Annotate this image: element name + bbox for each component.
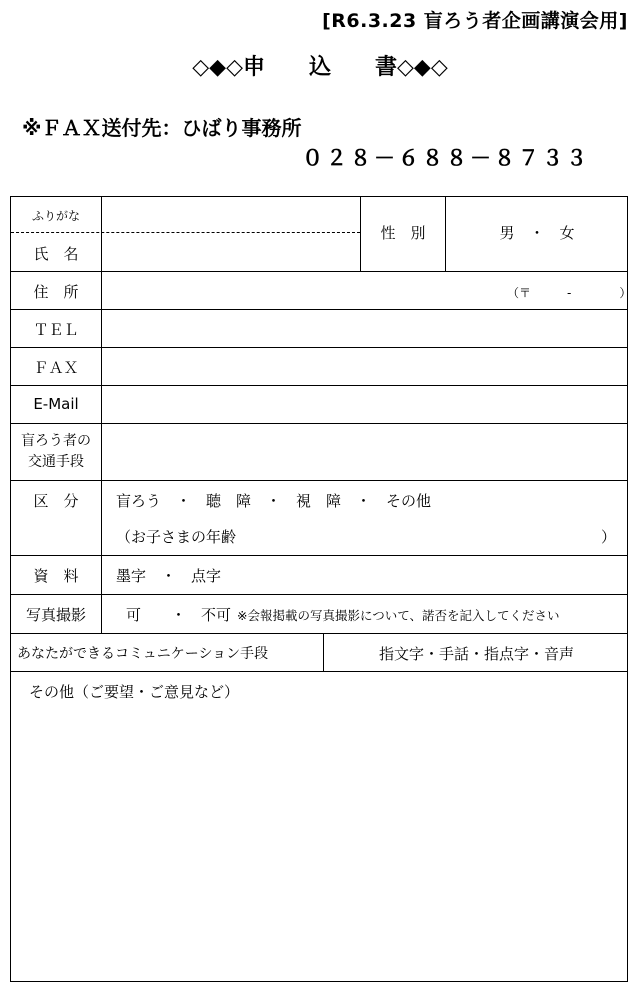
name-label: 氏 名 (33, 245, 79, 263)
email-label: E-Mail (33, 395, 79, 413)
document-title: ◇◆◇申 込 書◇◆◇ (192, 55, 448, 80)
row-divider (11, 555, 627, 556)
transport-label-line1: 盲ろう者の (21, 433, 91, 449)
address-label: 住 所 (33, 283, 79, 301)
row-divider (11, 309, 627, 310)
row-divider (11, 271, 627, 272)
category-label: 区 分 (33, 492, 79, 510)
row-divider (11, 347, 627, 348)
tel-label: ＴＥＬ (33, 321, 79, 339)
row-divider (11, 633, 627, 634)
child-age-prefix: （お子さまの年齢 (116, 528, 237, 546)
row-divider (11, 480, 627, 481)
row-divider (11, 594, 627, 595)
materials-options[interactable]: 墨字 ・ 点字 (116, 567, 222, 585)
gender-options[interactable]: 男 ・ 女 (499, 224, 575, 242)
photo-label: 写真撮影 (25, 606, 86, 624)
gender-label: 性 別 (380, 224, 426, 242)
label-column-divider (101, 197, 102, 633)
row-divider (11, 671, 627, 672)
row-divider (11, 423, 627, 424)
furigana-label: ふりがな (31, 209, 80, 223)
transport-label-line2: 交通手段 (28, 454, 84, 470)
name-field[interactable] (113, 235, 353, 265)
document-tag: [R6.3.23 盲ろう者企画講演会用] (322, 10, 628, 32)
other-comments-label: その他（ご要望・ご意見など） (29, 683, 240, 701)
application-form (10, 196, 632, 982)
fax-label: ＦＡＸ (33, 359, 79, 377)
photo-note: ※会報掲載の写真撮影について、諾否を記入してください (237, 608, 560, 623)
materials-label: 資 料 (33, 567, 79, 585)
category-options[interactable]: 盲ろう ・ 聴 障 ・ 視 障 ・ その他 (116, 492, 432, 510)
fax-destination: ※ＦＡＸ送付先：ひばり事務所 (22, 116, 302, 140)
row-divider (11, 385, 627, 386)
fax-number: ０２８－６８８－８７３３ (302, 146, 590, 170)
communication-label: あなたができるコミュニケーション手段 (17, 646, 269, 662)
child-age-suffix: ） (601, 528, 617, 546)
postal-code-hint[interactable]: （〒 - ） (507, 286, 632, 300)
other-comments-field[interactable] (21, 705, 617, 973)
communication-options[interactable]: 指文字・手話・指点字・音声 (378, 645, 574, 663)
furigana-divider (11, 232, 360, 233)
photo-options[interactable]: 可 ・ 不可 (126, 606, 232, 624)
